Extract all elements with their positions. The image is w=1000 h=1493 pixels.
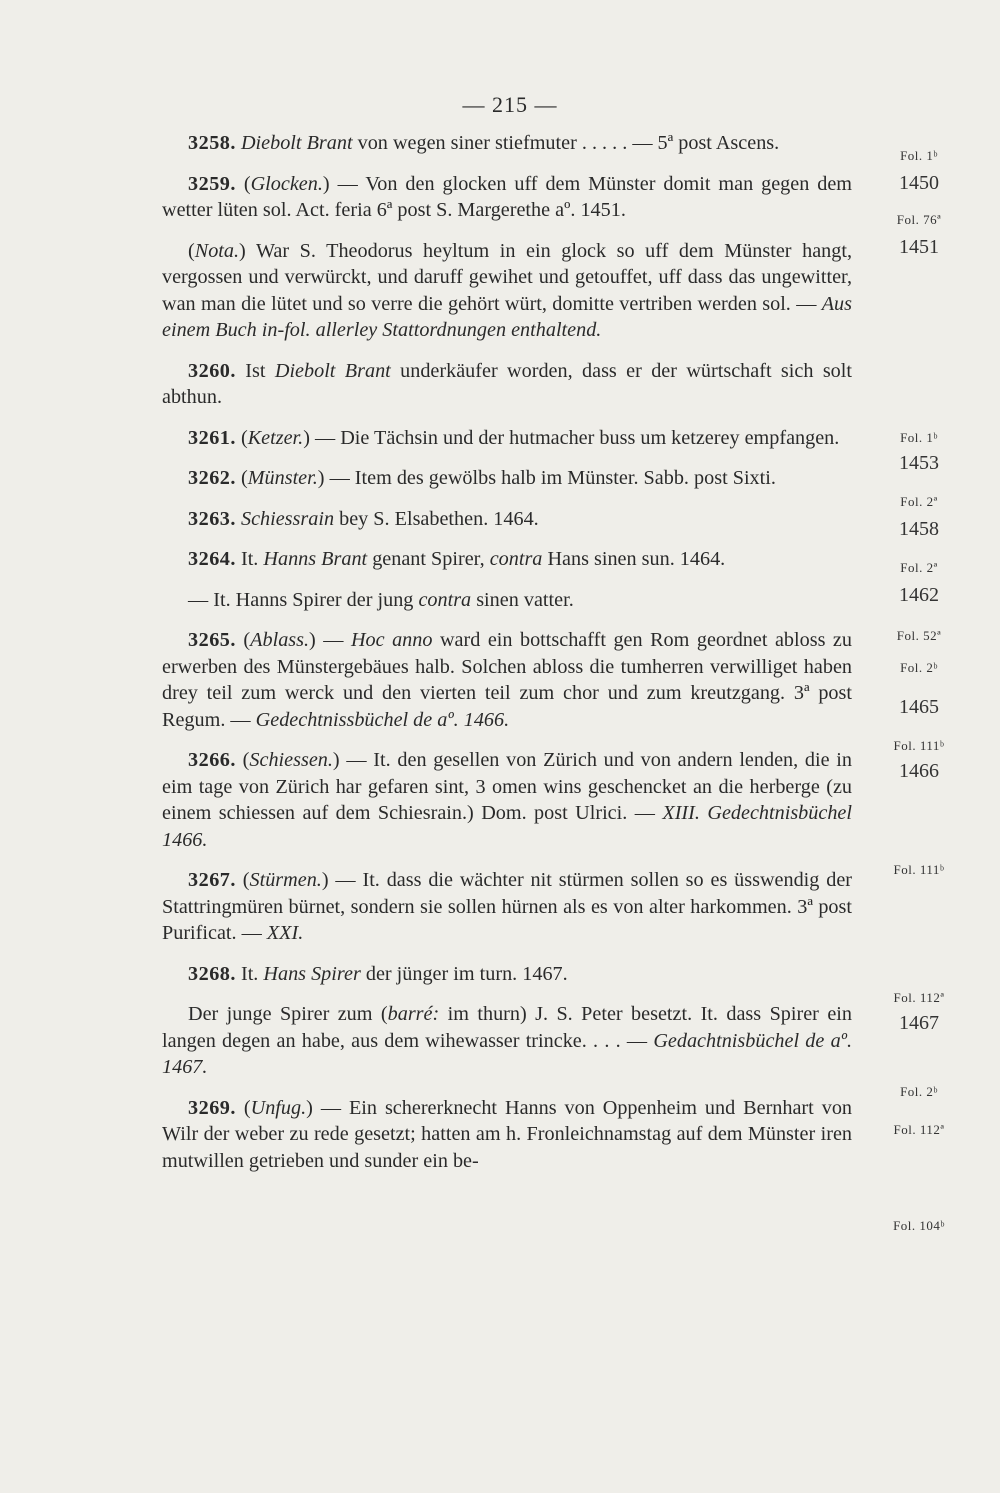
italic-text: Aus einem Buch in-fol. allerley Stattordnungen enthaltend. bbox=[162, 292, 852, 341]
entry-text: der jünger im turn. 1467. bbox=[360, 962, 568, 985]
entry-text: ( bbox=[240, 467, 248, 489]
italic-text: Hans Spirer bbox=[263, 962, 361, 985]
entry-number: 3268. bbox=[188, 962, 236, 985]
folio-reference: Fol. 1ᵇ bbox=[900, 148, 938, 163]
entry-text: ) — It. den gesellen von Zürich und von andern lenden, die in eim tage von Zürich har gefaren sint, 3 omen wins geschencket an die herberge (zu einem schiessen auf dem Schiesrain.) Dom. post Ulrici. — bbox=[162, 749, 852, 824]
entry-text: ) — Die Tächsin und der hutmacher buss um ketzerey empfangen. bbox=[303, 426, 840, 449]
page-number: — 215 — bbox=[462, 92, 558, 117]
entry bbox=[162, 171, 852, 224]
folio-reference: Fol. 104ᵇ bbox=[893, 1218, 945, 1233]
entry-number: 3266. bbox=[188, 749, 236, 771]
italic-text: contra bbox=[489, 548, 543, 570]
italic-text: Schiessen. bbox=[249, 749, 333, 771]
year-reference: 1466 bbox=[899, 760, 939, 782]
entry-text: It. bbox=[240, 548, 264, 570]
entry-text: ward ein bottschafft gen Rom geordnet abloss zu erwerben des Münstergebäues halb. Solchen abloss die tumherren verwilliget haben drey teil zum werck und den vierten teil zum chor und zum kreutzgang. 3ª post Regum. — bbox=[162, 629, 852, 731]
italic-text: Gedachtnisbüchel de aº. 1467. bbox=[162, 1029, 852, 1078]
entries-column bbox=[162, 130, 852, 1188]
folio-reference: Fol. 111ᵇ bbox=[893, 862, 945, 877]
entry-number: 3264. bbox=[188, 548, 236, 570]
folio-reference: Fol. 52ª bbox=[896, 628, 942, 643]
entry bbox=[162, 358, 852, 411]
entry bbox=[162, 1095, 852, 1175]
entry-number: 3267. bbox=[188, 869, 236, 891]
italic-text: Diebolt Brant bbox=[240, 132, 353, 154]
italic-text: Ketzer. bbox=[247, 426, 304, 449]
entry-text: ) — Ein schererknecht Hanns von Oppenheim und Bernhart von Wilr der weber zu rede gesetzt; hatten am h. Fronleichnamstag auf dem Münster iren mutwillen getrieben und sunder ein be- bbox=[162, 1096, 853, 1172]
entry-text: ( bbox=[242, 749, 250, 771]
entry-text: It. bbox=[240, 962, 264, 985]
italic-text: Schiessrain bbox=[240, 507, 335, 530]
entry-text: ( bbox=[243, 172, 251, 195]
entry-text: ) — bbox=[309, 629, 351, 651]
folio-reference: Fol. 76ª bbox=[896, 212, 942, 227]
entry-number: 3265. bbox=[188, 629, 236, 651]
entry-text: ( bbox=[240, 426, 248, 449]
entry-text: ( bbox=[243, 1096, 251, 1119]
entry-number: 3259. bbox=[188, 172, 236, 195]
italic-text: contra bbox=[418, 588, 472, 611]
entry-text: genant Spirer, bbox=[367, 548, 490, 570]
folio-reference: Fol. 2ª bbox=[900, 494, 938, 509]
folio-reference: Fol. 2ᵇ bbox=[900, 1084, 938, 1099]
italic-text: barré: bbox=[387, 1003, 440, 1025]
italic-text: Ablass. bbox=[250, 629, 310, 651]
entry bbox=[162, 506, 852, 533]
year-reference: 1453 bbox=[899, 452, 939, 474]
italic-text: XIII. Gedechtnisbüchel 1466. bbox=[162, 802, 852, 851]
entry-text: Ist bbox=[245, 359, 275, 382]
entry bbox=[162, 425, 852, 452]
entry bbox=[162, 546, 852, 573]
italic-text: Hanns Brant bbox=[263, 548, 368, 570]
entry-text: ) — Item des gewölbs halb im Münster. Sabb. post Sixti. bbox=[317, 467, 776, 489]
italic-text: Hoc anno bbox=[350, 629, 433, 651]
italic-text: Diebolt Brant bbox=[274, 359, 391, 382]
entry bbox=[162, 627, 852, 733]
year-reference: 1462 bbox=[899, 584, 939, 606]
entry-text: ) — It. dass die wächter nit stürmen sollen so es üsswendig der Stattringmüren bürnet, sondern sie sollen hürnen als es von alter harkommen. 3ª post Purificat. — bbox=[162, 869, 853, 944]
entry-text: ) — Von den glocken uff dem Münster domit man gegen dem wetter lüten sol. Act. feria 6ª post S. Margerethe aº. 1451. bbox=[162, 172, 853, 221]
entry-text: underkäufer worden, dass er der würtschaft sich solt abthun. bbox=[162, 359, 852, 408]
year-reference: 1451 bbox=[899, 236, 939, 258]
entry bbox=[162, 465, 852, 492]
entry bbox=[162, 587, 852, 614]
entry-text: ) War S. Theodorus heyltum in ein glock so uff dem Münster hangt, vergossen und verwürckt, und daruff gewihet und getouffet, uff dass das ungewitter, wan man die lütet und so verre die gehört würt, domitte vertriben werden sol. — bbox=[162, 239, 852, 315]
year-reference: 1450 bbox=[899, 172, 939, 194]
entry-text: ( bbox=[188, 239, 195, 262]
year-reference: 1465 bbox=[899, 696, 939, 718]
year-reference: 1467 bbox=[899, 1012, 939, 1034]
entry-number: 3269. bbox=[188, 1096, 236, 1119]
entry bbox=[162, 1001, 852, 1081]
entry bbox=[162, 867, 852, 947]
italic-text: Gedechtnissbüchel de aº. 1466. bbox=[255, 708, 510, 731]
year-reference: 1458 bbox=[899, 518, 939, 540]
entry-number: 3262. bbox=[188, 467, 236, 489]
folio-reference: Fol. 2ᵇ bbox=[900, 660, 938, 675]
entry-text: von wegen siner stiefmuter . . . . . — 5ª post Ascens. bbox=[352, 132, 780, 154]
entry-number: 3263. bbox=[188, 507, 236, 530]
entry bbox=[162, 747, 852, 853]
italic-text: Münster. bbox=[247, 467, 318, 489]
entry-text: sinen vatter. bbox=[471, 588, 574, 611]
italic-text: Unfug. bbox=[250, 1096, 307, 1119]
italic-text: Stürmen. bbox=[249, 869, 322, 891]
italic-text: Nota. bbox=[194, 239, 240, 262]
entry bbox=[162, 238, 852, 344]
entry-text: Hans sinen sun. 1464. bbox=[542, 548, 726, 570]
folio-reference: Fol. 2ª bbox=[900, 560, 938, 575]
folio-reference: Fol. 112ª bbox=[893, 1122, 945, 1137]
entry bbox=[162, 961, 852, 988]
entry-number: 3260. bbox=[188, 359, 236, 382]
folio-reference: Fol. 111ᵇ bbox=[893, 738, 945, 753]
entry-number: 3258. bbox=[188, 132, 236, 154]
entry bbox=[162, 130, 852, 157]
entry-text: im thurn) J. S. Peter besetzt. It. dass Spirer ein langen degen an habe, aus dem wihewasser trincke. . . . — bbox=[162, 1003, 852, 1052]
entry-text: Der junge Spirer zum ( bbox=[188, 1003, 388, 1025]
entry-text: — It. Hanns Spirer der jung bbox=[188, 588, 419, 611]
entry-number: 3261. bbox=[188, 426, 236, 449]
italic-text: XXI. bbox=[266, 922, 304, 944]
folio-reference: Fol. 112ª bbox=[893, 990, 945, 1005]
italic-text: Glocken. bbox=[250, 172, 323, 195]
entry-text: ( bbox=[243, 629, 251, 651]
folio-reference: Fol. 1ᵇ bbox=[900, 430, 938, 445]
entry-text: bey S. Elsabethen. 1464. bbox=[334, 507, 539, 530]
entry-text: ( bbox=[242, 869, 250, 891]
